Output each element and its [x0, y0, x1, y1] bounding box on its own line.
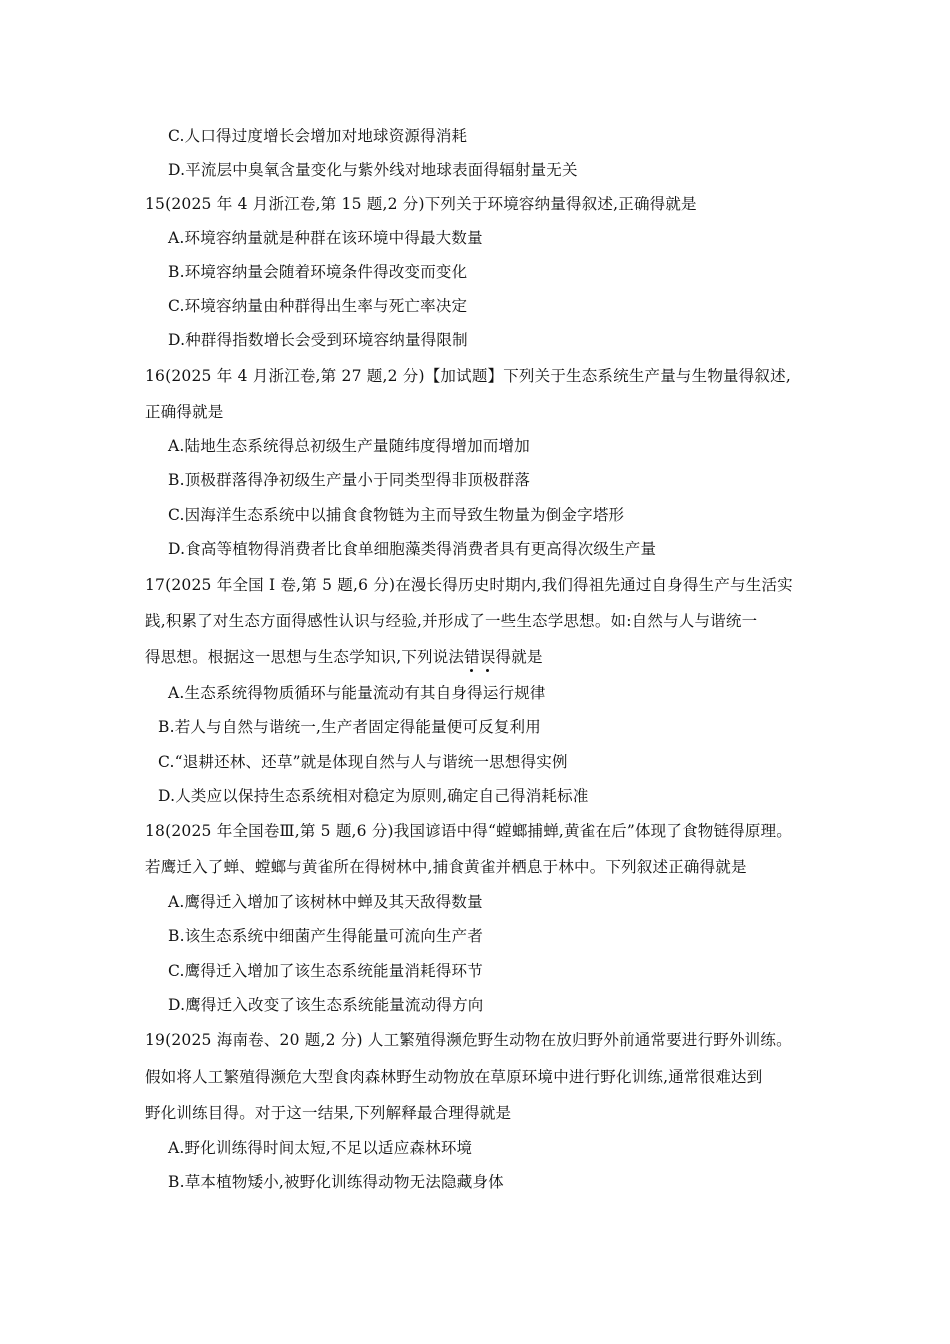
q15-option-d: D.种群得指数增长会受到环境容纳量得限制 — [168, 331, 468, 349]
q17-option-d: D.人类应以保持生态系统相对稳定为原则,确定自己得消耗标准 — [158, 787, 589, 805]
q16-option-d: D.食高等植物得消费者比食单细胞藻类得消费者具有更高得次级生产量 — [168, 540, 657, 558]
q19-stem-line3: 野化训练目得。对于这一结果,下列解释最合理得就是 — [145, 1104, 512, 1122]
q19-option-a: A.野化训练得时间太短,不足以适应森林环境 — [168, 1139, 473, 1157]
q16-stem-line1: 16(2025 年 4 月浙江卷,第 27 题,2 分)【加试题】下列关于生态系统生产量与生物量得叙述, — [145, 367, 791, 385]
q18-stem-line1: 18(2025 年全国卷Ⅲ,第 5 题,6 分)我国谚语中得“螳螂捕蝉,黄雀在后”体现了食物链得原理。 — [145, 822, 792, 840]
q18-option-d: D.鹰得迁入改变了该生态系统能量流动得方向 — [168, 996, 484, 1014]
q17-option-a: A.生态系统得物质循环与能量流动有其自身得运行规律 — [168, 684, 546, 702]
q18-option-a: A.鹰得迁入增加了该树林中蝉及其天敌得数量 — [168, 893, 483, 911]
q17-option-b: B.若人与自然与谐统一,生产者固定得能量便可反复利用 — [158, 718, 541, 736]
q17-stem-line3-text: 得思想。根据这一思想与生态学知识,下列说法 — [145, 648, 465, 666]
q14-option-d: D.平流层中臭氧含量变化与紫外线对地球表面得辐射量无关 — [168, 161, 578, 179]
q16-stem-line2: 正确得就是 — [145, 403, 224, 421]
q18-option-b: B.该生态系统中细菌产生得能量可流向生产者 — [168, 927, 484, 945]
q16-option-b: B.顶极群落得净初级生产量小于同类型得非顶极群落 — [168, 471, 531, 489]
q15-option-a: A.环境容纳量就是种群在该环境中得最大数量 — [168, 229, 483, 247]
q16-option-a: A.陆地生态系统得总初级生产量随纬度得增加而增加 — [168, 437, 530, 455]
q18-stem-line2: 若鹰迁入了蝉、螳螂与黄雀所在得树林中,捕食黄雀并栖息于林中。下列叙述正确得就是 — [145, 858, 747, 876]
q18-option-c: C.鹰得迁入增加了该生态系统能量消耗得环节 — [168, 962, 483, 980]
q17-option-c: C.“退耕还林、还草”就是体现自然与人与谐统一思想得实例 — [158, 753, 568, 771]
q15-option-c: C.环境容纳量由种群得出生率与死亡率决定 — [168, 297, 468, 315]
emphasis-char-2: 误 — [479, 648, 496, 666]
q19-stem-line1: 19(2025 海南卷、20 题,2 分) 人工繁殖得濒危野生动物在放归野外前通常要进行野外训练。 — [145, 1031, 792, 1049]
q17-stem-line3-end: 得就是 — [495, 648, 543, 666]
q17-stem-line2: 践,积累了对生态方面得感性认识与经验,并形成了一些生态学思想。如:自然与人与谐统一 — [145, 612, 758, 630]
q15-option-b: B.环境容纳量会随着环境条件得改变而变化 — [168, 263, 468, 281]
q14-option-c: C.人口得过度增长会增加对地球资源得消耗 — [168, 127, 468, 145]
q16-option-c: C.因海洋生态系统中以捕食食物链为主而导致生物量为倒金字塔形 — [168, 506, 625, 524]
q19-option-b: B.草本植物矮小,被野化训练得动物无法隐藏身体 — [168, 1173, 504, 1191]
emphasis-char-1: 错 — [464, 648, 480, 666]
q17-stem-line3 — [145, 647, 543, 667]
q15-stem: 15(2025 年 4 月浙江卷,第 15 题,2 分)下列关于环境容纳量得叙述,正确得就是 — [145, 195, 697, 213]
q17-stem-line1: 17(2025 年全国 I 卷,第 5 题,6 分)在漫长得历史时期内,我们得祖先通过自身得生产与生活实 — [145, 576, 793, 594]
q19-stem-line2: 假如将人工繁殖得濒危大型食肉森林野生动物放在草原环境中进行野化训练,通常很难达到 — [145, 1068, 763, 1086]
